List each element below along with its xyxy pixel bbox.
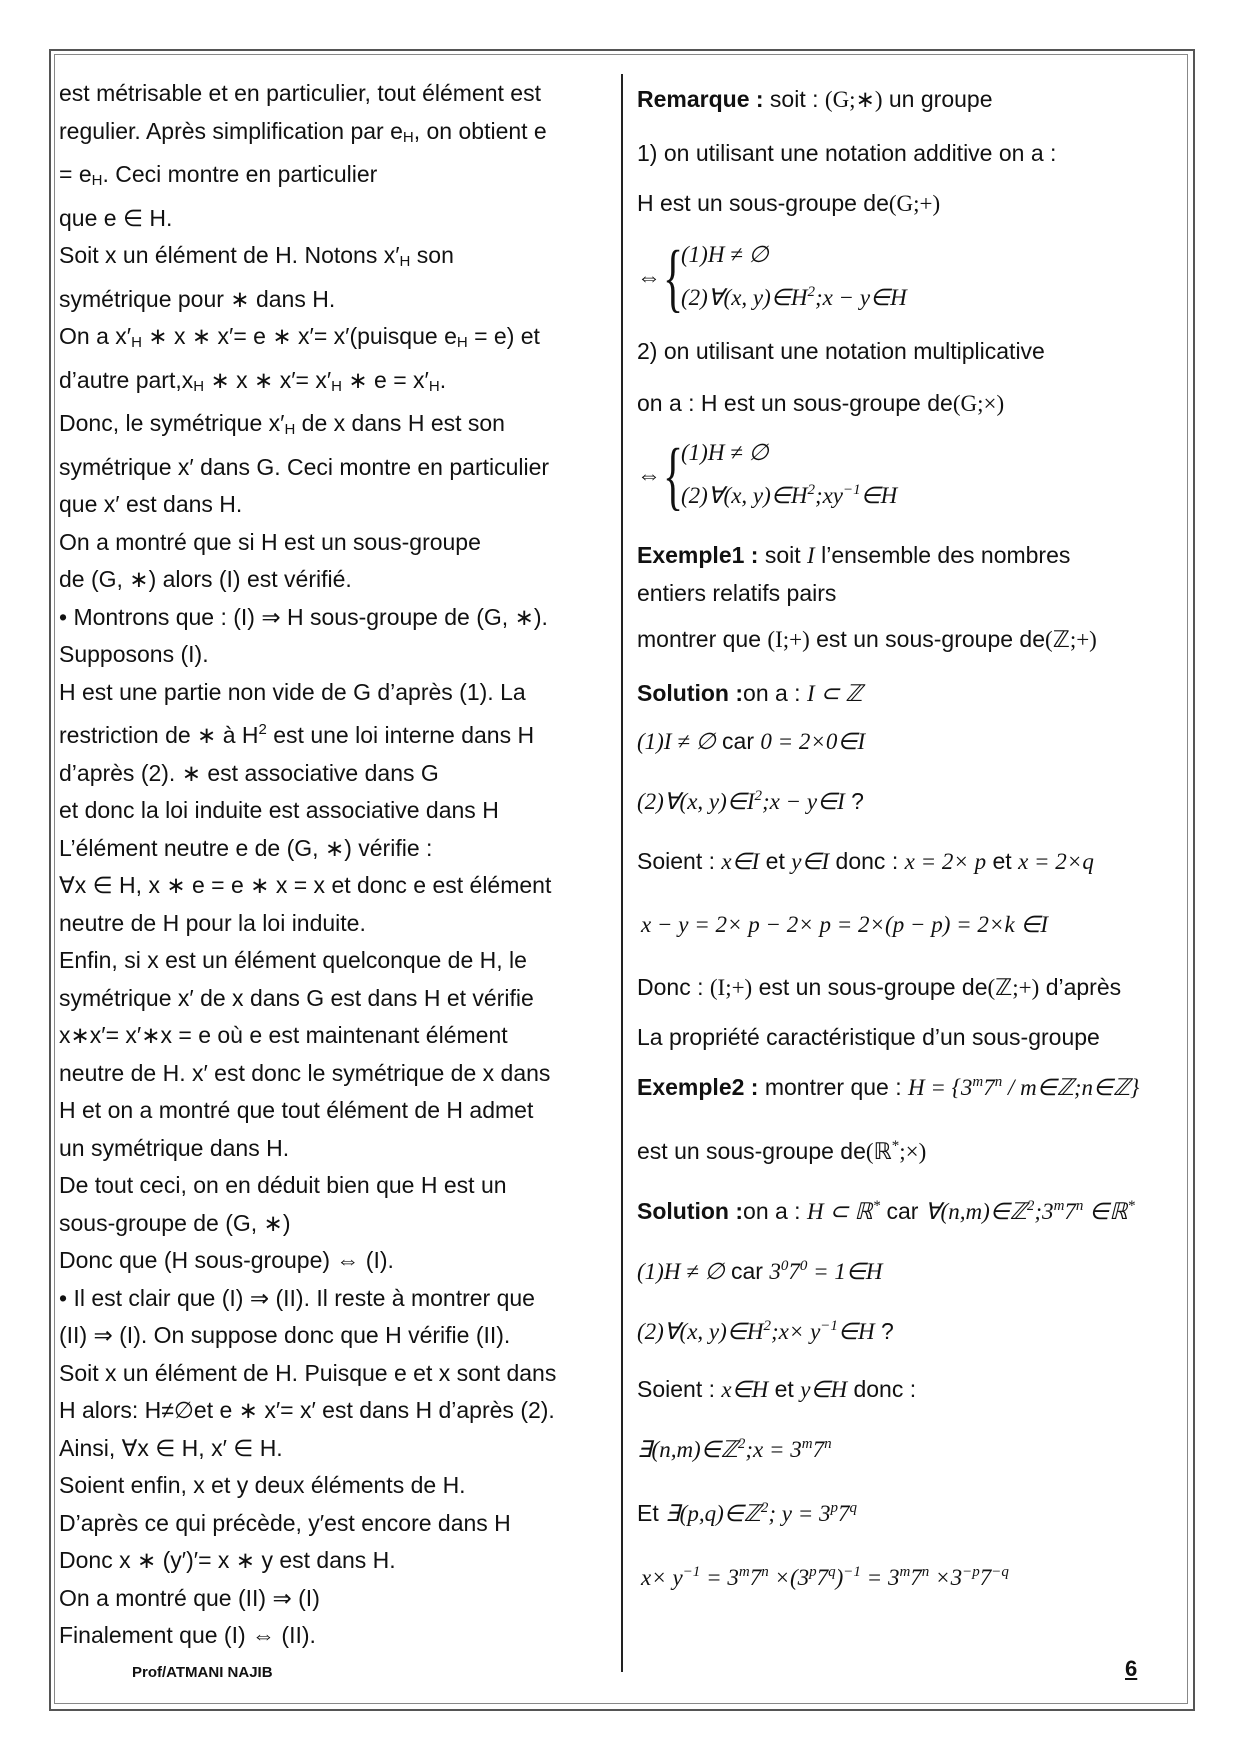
left-text-line: neutre de H pour la loi induite. bbox=[59, 909, 366, 936]
solution2-line: Solution :on a : H ⊂ ℝ* car ∀(n,m)∈ℤ$^2$;3$^m$7$^n$ ∈ℝ* bbox=[637, 1198, 1135, 1224]
left-text-line: x∗x′= x′∗x = e où e est maintenant élément bbox=[59, 1022, 508, 1048]
left-text-line: et donc la loi induite est associative dans H bbox=[59, 797, 499, 823]
left-text-line: un symétrique dans H. bbox=[59, 1134, 290, 1161]
subgroup-multiplicative-line: on a : H est un sous-groupe de(G;×) bbox=[637, 390, 1005, 416]
left-text-line: On a montré que si H est un sous-groupe bbox=[59, 528, 481, 555]
exemple1-line: Exemple1 : soit I l’ensemble des nombres bbox=[637, 542, 1071, 568]
left-text-line: d’après (2). ∗ est associative dans G bbox=[59, 759, 439, 786]
brace-icon: { bbox=[663, 434, 684, 518]
left-text-line: Enfin, si x est un élément quelconque de H, le bbox=[59, 947, 527, 973]
left-text-line: neutre de H. x′ est donc le symétrique de x dans bbox=[59, 1059, 551, 1086]
remarque-line: Remarque : soit : (G;∗) un groupe bbox=[637, 86, 993, 112]
left-text-line: • Montrons que : (I) ⇒ H sous-groupe de (G, ∗). bbox=[59, 603, 548, 630]
left-text-line: restriction de ∗ à $H^2$ est une loi interne dans H bbox=[59, 721, 535, 748]
left-text-line: De tout ceci, on en déduit bien que H est un bbox=[59, 1172, 507, 1198]
left-text-line: que x′ est dans H. bbox=[59, 491, 243, 517]
subgroup-additive-line: H est un sous-groupe de(G;+) bbox=[637, 190, 941, 216]
solution1-step2: (2)∀(x, $y)\in I^2;x$ − y∈I ? bbox=[637, 788, 864, 814]
left-text-line: Donc x ∗ (y′)′= x ∗ y est dans H. bbox=[59, 1547, 396, 1573]
left-text-line: On a $x'_H$ ∗ x ∗ x′= e ∗ x′= x′(puisque $e_H = e$) et bbox=[59, 323, 540, 351]
left-text-line: • Il est clair que (I) ⇒ (II). Il reste à montrer que bbox=[59, 1284, 535, 1311]
left-text-line: ∀x ∈ H, x ∗ e = e ∗ x = x et donc e est élément bbox=[59, 872, 552, 898]
solution1-line: Solution :on a : I ⊂ ℤ bbox=[637, 680, 863, 706]
solution1-conclusion2: La propriété caractéristique d’un sous-groupe bbox=[637, 1024, 1100, 1050]
left-text-line: On a montré que (II) ⇒ (I) bbox=[59, 1584, 320, 1611]
solution2-step5: Et ∃(p,q)∈ℤ$^2$; $y = 3^p7^q$ bbox=[637, 1500, 858, 1526]
left-text-line: H et on a montré que tout élément de H admet bbox=[59, 1097, 534, 1123]
multiplicative-notation-line: 2) on utilisant une notation multiplicative bbox=[637, 338, 1045, 364]
exemple1-question: montrer que (I;+) est un sous-groupe de(ℤ;+) bbox=[637, 626, 1097, 652]
solution2-step6: $x\times y^{-1} = 3^m7^n \times(3^p7^q)^{-1} = 3^m7^n \times 3^{-p}7^{-q}$ bbox=[641, 1564, 1009, 1590]
column-divider bbox=[621, 74, 623, 1672]
left-text-line: Soient enfin, x et y deux éléments de H. bbox=[59, 1472, 466, 1498]
left-text-line: d’autre $part,x_H$ ∗ x ∗ $x'= x'_H$ ∗ $e = x'_H$. bbox=[59, 366, 447, 395]
solution2-step4: ∃(n,m)∈ℤ$^2$;x = $3^m7^n$ bbox=[637, 1436, 832, 1462]
left-text-line: sous-groupe de (G, ∗) bbox=[59, 1209, 291, 1236]
left-text-line: Donc que (H sous-groupe) ⇔ (I). bbox=[59, 1247, 394, 1273]
left-text-line: symétrique x′ de x dans G est dans H et vérifie bbox=[59, 984, 534, 1011]
left-text-line: Ainsi, ∀x ∈ H, x′ ∈ H. bbox=[59, 1434, 283, 1461]
exemple2-line: Exemple2 : montrer que : $H = \{3^m7^n$ / m∈ℤ;n∈ℤ} bbox=[637, 1074, 1140, 1100]
left-text-line: Soit x un élément de H. Notons $x'_H$ son bbox=[59, 242, 454, 270]
left-text-line: symétrique x′ dans G. Ceci montre en particulier bbox=[59, 453, 550, 480]
footer-author: Prof/ATMANI NAJIB bbox=[132, 1664, 273, 1681]
left-text-line: H est une partie non vide de G d’après (1). La bbox=[59, 678, 526, 705]
additive-notation-line: 1) on utilisant une notation additive on a : bbox=[637, 140, 1057, 166]
left-text-line: Finalement que (I) ⇔ (II). bbox=[59, 1622, 316, 1648]
left-text-line: est métrisable et en particulier, tout élément est bbox=[59, 80, 541, 106]
brace-icon: { bbox=[663, 236, 684, 320]
solution1-step1: (1)I ≠ ∅ car 0 = 2×0∈I bbox=[637, 728, 866, 754]
solution2-step3: Soient : x∈H et y∈H donc : bbox=[637, 1376, 917, 1402]
solution1-step3: Soient : x∈I et y∈I donc : x = 2× p et x = 2×q bbox=[637, 848, 1094, 874]
solution2-step1: (1)H ≠ ∅ car $3^07^0$ = 1∈H bbox=[637, 1258, 883, 1284]
left-text-line: regulier. Après simplification par $e_H$, on obtient e bbox=[59, 117, 547, 146]
exemple1-line2: entiers relatifs pairs bbox=[637, 580, 837, 606]
left-text-line: symétrique pour ∗ dans H. bbox=[59, 285, 336, 312]
left-text-line: H alors: H≠∅et e ∗ x′= x′ est dans H d’après (2). bbox=[59, 1397, 555, 1423]
left-text-line: de (G, ∗) alors (I) est vérifié. bbox=[59, 566, 352, 592]
left-text-line: Donc, le symétrique $x'_H$ de x dans H est son bbox=[59, 410, 505, 438]
left-text-line: que e ∈ H. bbox=[59, 204, 173, 231]
left-text-line: Supposons (I). bbox=[59, 641, 209, 667]
left-text-line: D’après ce qui précède, y′est encore dans H bbox=[59, 1509, 511, 1536]
left-text-line: Soit x un élément de H. Puisque e et x sont dans bbox=[59, 1359, 557, 1386]
solution1-step4: x − y = 2× p − 2× p = 2×(p − p) = 2×k ∈I bbox=[641, 912, 1049, 937]
solution1-conclusion: Donc : (I;+) est un sous-groupe de(ℤ;+) d’après bbox=[637, 974, 1122, 1000]
page-number: 6 bbox=[1125, 1656, 1138, 1681]
left-text-line: = $e_H$. Ceci montre en particulier bbox=[59, 161, 378, 189]
left-text-line: (II) ⇒ (I). On suppose donc que H vérifie (II). bbox=[59, 1322, 511, 1348]
exemple2-line2: est un sous-groupe de(ℝ*;×) bbox=[637, 1138, 927, 1164]
left-column bbox=[59, 75, 609, 1655]
left-text-line: L’élément neutre e de (G, ∗) vérifie : bbox=[59, 834, 433, 861]
solution2-step2: (2)∀(x, $y)\in H^2;x\times$ $y^{-1}\in H$ ? bbox=[637, 1318, 894, 1344]
